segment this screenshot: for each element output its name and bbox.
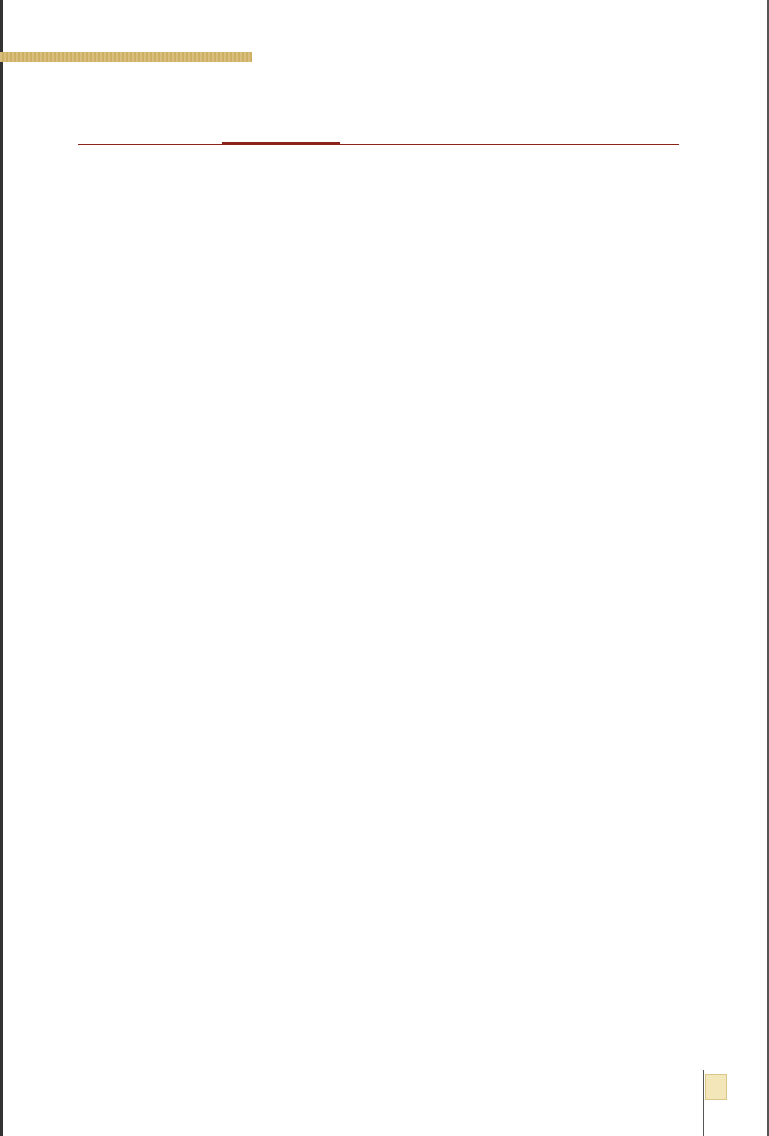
page-number: [705, 1074, 727, 1100]
title-underline: [78, 144, 679, 145]
page-edge: [0, 0, 3, 1136]
header-decorative-bar: [0, 52, 252, 62]
title-underline-accent: [222, 142, 340, 145]
footer-rule: [703, 1070, 704, 1136]
